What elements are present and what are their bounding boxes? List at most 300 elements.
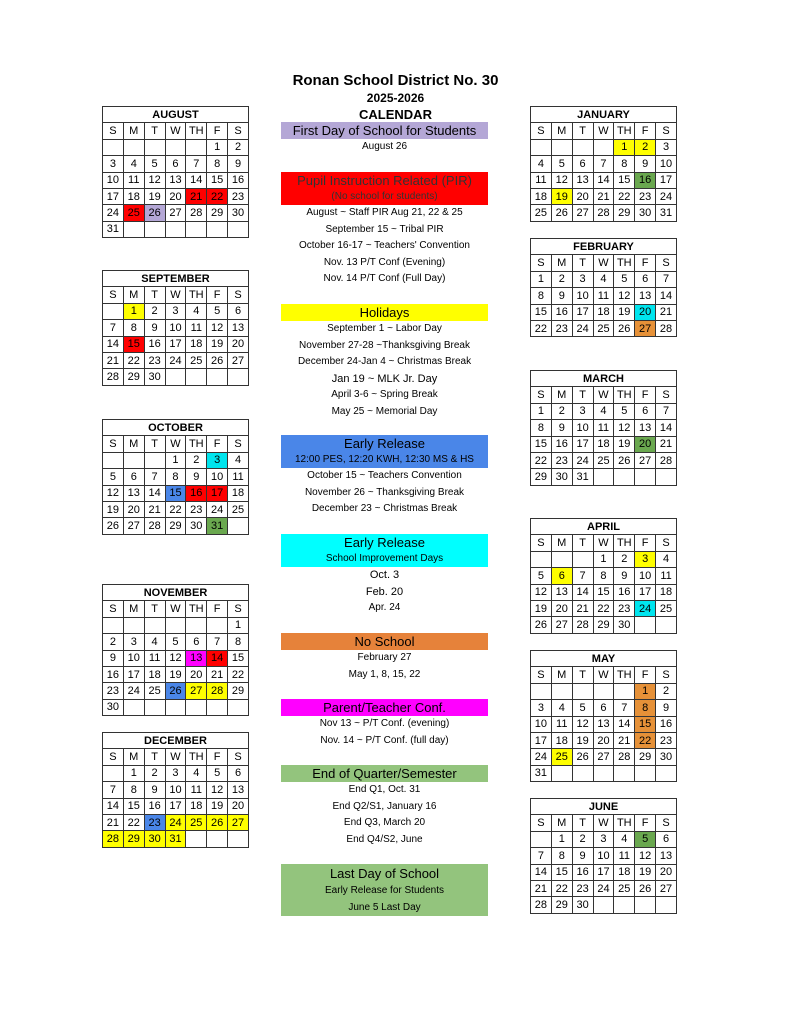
day-cell: 23 [551, 320, 572, 336]
day-cell: 12 [635, 848, 656, 864]
sid-item: Feb. 20 [365, 585, 404, 598]
day-cell: 20 [165, 188, 186, 204]
day-cell: 6 [656, 831, 677, 847]
day-cell: 19 [614, 436, 635, 452]
weekday-header: S [656, 667, 677, 683]
day-cell: 22 [551, 880, 572, 896]
early-release-item: December 23 ~ Christmas Break [311, 503, 458, 514]
weekday-header: F [207, 287, 228, 303]
month-name: JUNE [531, 799, 677, 815]
day-cell: 16 [228, 172, 249, 188]
weekday-header: TH [614, 667, 635, 683]
day-cell: 13 [165, 172, 186, 188]
empty-cell [123, 699, 144, 715]
day-cell: 14 [531, 864, 552, 880]
day-cell: 10 [103, 172, 124, 188]
day-cell: 23 [103, 683, 124, 699]
day-cell: 25 [593, 452, 614, 468]
day-cell: 26 [551, 205, 572, 221]
empty-cell [551, 551, 572, 567]
empty-cell [531, 831, 552, 847]
weekday-header: W [593, 255, 614, 271]
day-cell: 13 [551, 584, 572, 600]
weekday-header: M [123, 436, 144, 452]
day-cell: 6 [165, 156, 186, 172]
day-cell: 24 [207, 501, 228, 517]
day-cell: 21 [656, 304, 677, 320]
early-release-times: 12:00 PES, 12:20 KWH, 12:30 MS & HS [281, 452, 488, 468]
day-cell: 2 [614, 551, 635, 567]
day-cell: 30 [144, 369, 165, 385]
day-cell: 18 [228, 485, 249, 501]
empty-cell [103, 765, 124, 781]
weekday-header: TH [614, 255, 635, 271]
day-cell: 29 [228, 683, 249, 699]
empty-cell [165, 617, 186, 633]
day-cell: 7 [103, 782, 124, 798]
day-cell: 12 [551, 172, 572, 188]
day-cell: 9 [228, 156, 249, 172]
month-name: AUGUST [103, 107, 249, 123]
day-cell: 8 [531, 420, 552, 436]
day-cell: 5 [614, 271, 635, 287]
weekday-header: S [531, 255, 552, 271]
month-august [102, 106, 249, 238]
day-cell: 24 [103, 205, 124, 221]
day-cell: 12 [144, 172, 165, 188]
day-cell: 17 [531, 732, 552, 748]
day-cell: 24 [593, 880, 614, 896]
empty-cell [207, 221, 228, 237]
empty-cell [572, 139, 593, 155]
day-cell: 7 [103, 320, 124, 336]
pir-item: September 15 ~ Tribal PIR [325, 223, 444, 235]
day-cell: 23 [144, 814, 165, 830]
weekday-header: S [228, 749, 249, 765]
day-cell: 11 [186, 320, 207, 336]
day-cell: 5 [103, 469, 124, 485]
empty-cell [186, 699, 207, 715]
day-cell: 17 [123, 666, 144, 682]
empty-cell [144, 452, 165, 468]
day-cell: 17 [572, 304, 593, 320]
end-quarter-item: End Q1, Oct. 31 [348, 784, 421, 795]
day-cell: 3 [165, 765, 186, 781]
day-cell: 11 [228, 469, 249, 485]
weekday-header: S [531, 535, 552, 551]
empty-cell [593, 897, 614, 913]
day-cell: 30 [186, 518, 207, 534]
day-cell: 17 [635, 584, 656, 600]
day-cell: 17 [593, 864, 614, 880]
weekday-header: TH [186, 436, 207, 452]
weekday-header: F [207, 123, 228, 139]
weekday-header: M [551, 387, 572, 403]
day-cell: 10 [123, 650, 144, 666]
day-cell: 20 [593, 732, 614, 748]
day-cell: 23 [635, 188, 656, 204]
day-cell: 18 [531, 188, 552, 204]
day-cell: 3 [123, 634, 144, 650]
day-cell: 28 [144, 518, 165, 534]
day-cell: 1 [165, 452, 186, 468]
empty-cell [656, 469, 677, 485]
day-cell: 12 [103, 485, 124, 501]
day-cell: 13 [228, 782, 249, 798]
day-cell: 9 [635, 156, 656, 172]
day-cell: 29 [207, 205, 228, 221]
day-cell: 28 [531, 897, 552, 913]
day-cell: 12 [572, 716, 593, 732]
day-cell: 15 [593, 584, 614, 600]
empty-cell [531, 551, 552, 567]
day-cell: 15 [531, 304, 552, 320]
day-cell: 5 [144, 156, 165, 172]
day-cell: 3 [572, 403, 593, 419]
day-cell: 12 [207, 320, 228, 336]
day-cell: 5 [551, 156, 572, 172]
empty-cell [103, 617, 124, 633]
weekday-header: M [551, 815, 572, 831]
empty-cell [614, 765, 635, 781]
month-name: FEBRUARY [531, 239, 677, 255]
day-cell: 26 [207, 352, 228, 368]
day-cell: 31 [207, 518, 228, 534]
day-cell: 21 [572, 600, 593, 616]
day-cell: 27 [228, 352, 249, 368]
weekday-header: T [144, 287, 165, 303]
weekday-header: S [531, 667, 552, 683]
weekday-header: W [593, 535, 614, 551]
day-cell: 3 [656, 139, 677, 155]
month-february [530, 238, 677, 337]
weekday-header: S [228, 436, 249, 452]
day-cell: 16 [103, 666, 124, 682]
day-cell: 9 [144, 320, 165, 336]
empty-cell [165, 139, 186, 155]
day-cell: 16 [551, 304, 572, 320]
day-cell: 27 [593, 749, 614, 765]
day-cell: 10 [572, 420, 593, 436]
empty-cell [572, 765, 593, 781]
day-cell: 30 [635, 205, 656, 221]
day-cell: 4 [186, 303, 207, 319]
legend-pir [281, 172, 488, 288]
day-cell: 3 [572, 271, 593, 287]
day-cell: 22 [123, 352, 144, 368]
day-cell: 30 [103, 699, 124, 715]
weekday-header: W [165, 287, 186, 303]
day-cell: 7 [186, 156, 207, 172]
empty-cell [123, 221, 144, 237]
day-cell: 19 [635, 864, 656, 880]
day-cell: 2 [228, 139, 249, 155]
holiday-item: April 3-6 ~ Spring Break [331, 389, 438, 400]
day-cell: 10 [572, 288, 593, 304]
day-cell: 2 [551, 271, 572, 287]
day-cell: 5 [165, 634, 186, 650]
sid-item: Oct. 3 [369, 569, 400, 581]
day-cell: 18 [144, 666, 165, 682]
weekday-header: M [123, 287, 144, 303]
day-cell: 24 [656, 188, 677, 204]
day-cell: 30 [228, 205, 249, 221]
month-april [530, 518, 677, 634]
end-quarter-item: End Q2/S1, January 16 [332, 800, 437, 812]
day-cell: 8 [593, 568, 614, 584]
empty-cell [531, 683, 552, 699]
day-cell: 12 [614, 288, 635, 304]
day-cell: 4 [123, 156, 144, 172]
day-cell: 2 [144, 765, 165, 781]
empty-cell [207, 831, 228, 847]
first-day-date: August 26 [361, 141, 408, 152]
day-cell: 6 [228, 765, 249, 781]
day-cell: 5 [207, 303, 228, 319]
day-cell: 31 [531, 765, 552, 781]
empty-cell [593, 139, 614, 155]
day-cell: 18 [186, 798, 207, 814]
empty-cell [186, 617, 207, 633]
weekday-header: S [656, 255, 677, 271]
day-cell: 11 [123, 172, 144, 188]
day-cell: 21 [656, 436, 677, 452]
early-release-sid-title: Early Release [281, 534, 488, 551]
day-cell: 13 [186, 650, 207, 666]
day-cell: 18 [123, 188, 144, 204]
empty-cell [593, 683, 614, 699]
day-cell: 29 [123, 369, 144, 385]
day-cell: 29 [635, 749, 656, 765]
legend-holidays [281, 304, 488, 420]
weekday-header: F [635, 815, 656, 831]
day-cell: 31 [572, 469, 593, 485]
day-cell: 15 [614, 172, 635, 188]
day-cell: 15 [123, 798, 144, 814]
day-cell: 29 [593, 617, 614, 633]
day-cell: 27 [551, 617, 572, 633]
day-cell: 26 [103, 518, 124, 534]
weekday-header: M [551, 667, 572, 683]
day-cell: 6 [593, 700, 614, 716]
day-cell: 1 [635, 683, 656, 699]
day-cell: 14 [186, 172, 207, 188]
weekday-header: W [593, 815, 614, 831]
day-cell: 20 [123, 501, 144, 517]
day-cell: 5 [614, 403, 635, 419]
ptc-item: Nov. 14 ~ P/T Conf. (full day) [320, 734, 449, 746]
day-cell: 16 [656, 716, 677, 732]
calendar-heading: CALENDAR [359, 107, 432, 122]
empty-cell [228, 369, 249, 385]
day-cell: 19 [551, 188, 572, 204]
day-cell: 1 [551, 831, 572, 847]
day-cell: 28 [572, 617, 593, 633]
day-cell: 22 [614, 188, 635, 204]
day-cell: 23 [144, 352, 165, 368]
empty-cell [635, 617, 656, 633]
empty-cell [207, 699, 228, 715]
day-cell: 1 [614, 139, 635, 155]
weekday-header: TH [186, 749, 207, 765]
day-cell: 16 [144, 798, 165, 814]
day-cell: 2 [551, 403, 572, 419]
day-cell: 4 [531, 156, 552, 172]
day-cell: 18 [593, 436, 614, 452]
empty-cell [123, 139, 144, 155]
day-cell: 10 [207, 469, 228, 485]
day-cell: 30 [614, 617, 635, 633]
holiday-item: September 1 ~ Labor Day [327, 323, 442, 334]
weekday-header: S [531, 123, 552, 139]
day-cell: 18 [186, 336, 207, 352]
last-day-title: Last Day of School [281, 864, 488, 883]
day-cell: 3 [635, 551, 656, 567]
day-cell: 27 [123, 518, 144, 534]
day-cell: 13 [593, 716, 614, 732]
day-cell: 13 [572, 172, 593, 188]
day-cell: 26 [614, 320, 635, 336]
month-name: NOVEMBER [103, 585, 249, 601]
day-cell: 6 [551, 568, 572, 584]
day-cell: 24 [531, 749, 552, 765]
day-cell: 19 [144, 188, 165, 204]
day-cell: 31 [656, 205, 677, 221]
weekday-header: F [207, 749, 228, 765]
holiday-item: December 24-Jan 4 ~ Christmas Break [297, 356, 472, 367]
day-cell: 28 [103, 369, 124, 385]
day-cell: 28 [186, 205, 207, 221]
month-march [530, 370, 677, 486]
day-cell: 12 [531, 584, 552, 600]
weekday-header: TH [186, 287, 207, 303]
day-cell: 1 [228, 617, 249, 633]
district-title: Ronan School District No. 30 [292, 72, 499, 89]
empty-cell [123, 452, 144, 468]
pir-item: Nov. 13 P/T Conf (Evening) [323, 256, 446, 268]
last-day-subtitle: Early Release for Students [325, 885, 444, 896]
day-cell: 14 [207, 650, 228, 666]
weekday-header: S [656, 387, 677, 403]
ptc-title: Parent/Teacher Conf. [281, 699, 488, 716]
day-cell: 3 [103, 156, 124, 172]
day-cell: 7 [656, 403, 677, 419]
day-cell: 2 [572, 831, 593, 847]
day-cell: 14 [103, 336, 124, 352]
weekday-header: T [144, 749, 165, 765]
month-october [102, 419, 249, 535]
day-cell: 22 [531, 320, 552, 336]
month-may [530, 650, 677, 782]
end-quarter-item: End Q3, March 20 [343, 817, 426, 828]
legend-end-quarter [281, 765, 488, 848]
day-cell: 27 [635, 452, 656, 468]
day-cell: 23 [614, 600, 635, 616]
empty-cell [144, 221, 165, 237]
empty-cell [103, 139, 124, 155]
day-cell: 21 [186, 188, 207, 204]
legend-ptc [281, 699, 488, 749]
weekday-header: M [551, 123, 572, 139]
day-cell: 8 [123, 320, 144, 336]
day-cell: 21 [103, 814, 124, 830]
day-cell: 15 [531, 436, 552, 452]
sid-item: Apr. 24 [368, 602, 401, 613]
weekday-header: F [635, 255, 656, 271]
end-quarter-title: End of Quarter/Semester [281, 765, 488, 782]
day-cell: 9 [186, 469, 207, 485]
day-cell: 15 [635, 716, 656, 732]
day-cell: 26 [635, 880, 656, 896]
day-cell: 9 [614, 568, 635, 584]
day-cell: 22 [207, 188, 228, 204]
day-cell: 29 [531, 469, 552, 485]
day-cell: 5 [207, 765, 228, 781]
day-cell: 14 [103, 798, 124, 814]
day-cell: 9 [144, 782, 165, 798]
day-cell: 24 [572, 452, 593, 468]
pir-subtitle: (No school for students) [281, 189, 488, 205]
day-cell: 17 [207, 485, 228, 501]
day-cell: 9 [551, 420, 572, 436]
day-cell: 13 [123, 485, 144, 501]
empty-cell [656, 765, 677, 781]
weekday-header: M [123, 123, 144, 139]
legend-early-release [281, 435, 488, 518]
empty-cell [593, 765, 614, 781]
day-cell: 18 [593, 304, 614, 320]
weekday-header: S [103, 287, 124, 303]
weekday-header: W [593, 667, 614, 683]
school-year: 2025-2026 [366, 91, 425, 105]
weekday-header: TH [614, 815, 635, 831]
day-cell: 10 [656, 156, 677, 172]
weekday-header: T [144, 601, 165, 617]
empty-cell [635, 765, 656, 781]
day-cell: 13 [656, 848, 677, 864]
day-cell: 30 [144, 831, 165, 847]
day-cell: 16 [551, 436, 572, 452]
day-cell: 11 [614, 848, 635, 864]
day-cell: 3 [593, 831, 614, 847]
weekday-header: W [593, 123, 614, 139]
day-cell: 10 [635, 568, 656, 584]
empty-cell [656, 897, 677, 913]
day-cell: 4 [551, 700, 572, 716]
day-cell: 14 [144, 485, 165, 501]
weekday-header: M [123, 749, 144, 765]
day-cell: 7 [531, 848, 552, 864]
empty-cell [614, 683, 635, 699]
weekday-header: S [656, 815, 677, 831]
day-cell: 19 [572, 732, 593, 748]
day-cell: 29 [614, 205, 635, 221]
weekday-header: S [228, 287, 249, 303]
day-cell: 24 [165, 352, 186, 368]
empty-cell [656, 617, 677, 633]
day-cell: 12 [207, 782, 228, 798]
day-cell: 17 [103, 188, 124, 204]
empty-cell [165, 369, 186, 385]
weekday-header: F [635, 123, 656, 139]
day-cell: 27 [656, 880, 677, 896]
holiday-item: November 27-28 ~Thanksgiving Break [299, 339, 470, 351]
month-june [530, 798, 677, 914]
day-cell: 11 [656, 568, 677, 584]
weekday-header: T [144, 436, 165, 452]
day-cell: 24 [123, 683, 144, 699]
day-cell: 9 [572, 848, 593, 864]
